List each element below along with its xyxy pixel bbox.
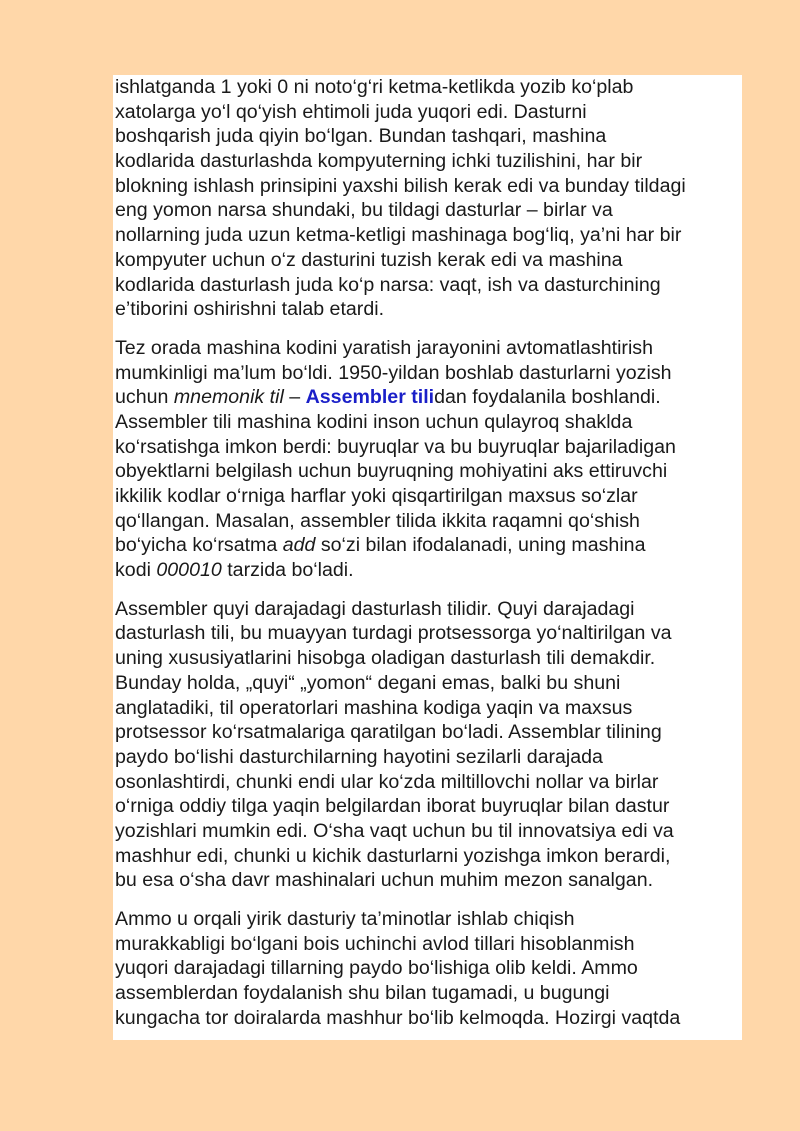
binary-code-term: 000010 xyxy=(156,559,222,582)
paragraph-4 xyxy=(115,907,740,1030)
text-line: boshqarish juda qiyin bo‘lgan. Bundan tashqari, mashina xyxy=(115,125,607,148)
text-line: eng yomon narsa shundaki, bu tildagi dasturlar – birlar va xyxy=(115,199,613,222)
add-term: add xyxy=(282,534,316,557)
text-line: yozishlari mumkin edi. O‘sha vaqt uchun bu til innovatsiya edi va xyxy=(115,819,674,842)
text-line: Assembler tili mashina kodini inson uchun qulayroq shaklda xyxy=(115,410,633,433)
text-line xyxy=(115,385,740,410)
text-line: mumkinligi ma’lum bo‘ldi. 1950-yildan boshlab dasturlarni yozish xyxy=(115,361,672,384)
text-line: dasturlash tili, bu muayyan turdagi protsessorga yo‘naltirilgan va xyxy=(115,622,672,645)
text-line: Assembler quyi darajadagi dasturlash tilidir. Quyi darajadagi xyxy=(115,597,635,620)
text-line: o‘rniga oddiy tilga yaqin belgilardan iborat buyruqlar bilan dastur xyxy=(115,795,670,818)
text-line: e’tiborini oshirishni talab etardi. xyxy=(115,298,385,321)
text-line xyxy=(115,558,740,583)
text-run: kodi xyxy=(115,559,157,582)
paragraph-2 xyxy=(115,336,740,583)
text-line: assemblerdan foydalanish shu bilan tugamadi, u bugungi xyxy=(115,982,610,1005)
text-line xyxy=(115,533,740,558)
text-line: kodlarida dasturlashda kompyuterning ichki tuzilishini, har bir xyxy=(115,150,643,173)
text-line: protsessor ko‘rsatmalariga qaratilgan bo‘ladi. Assemblar tilining xyxy=(115,721,662,744)
document-text-panel xyxy=(113,75,742,1040)
text-run: so‘zi bilan ifodalanadi, uning mashina xyxy=(315,534,646,557)
text-line: Ammo u orqali yirik dasturiy ta’minotlar ishlab chiqish xyxy=(115,908,575,930)
text-run: dan foydalanila boshlandi. xyxy=(434,386,661,409)
text-line: qo‘llangan. Masalan, assembler tilida ikkita raqamni qo‘shish xyxy=(115,509,640,532)
text-run: uchun xyxy=(115,386,174,409)
paragraph-1 xyxy=(115,75,740,322)
text-run: tarzida bo‘ladi. xyxy=(221,559,354,582)
text-run: bo‘yicha ko‘rsatma xyxy=(115,534,283,557)
text-line: uning xususiyatlarini hisobga oladigan dasturlash tili demakdir. xyxy=(115,647,656,670)
text-line: ikkilik kodlar o‘rniga harflar yoki qisqartirilgan maxsus so‘zlar xyxy=(115,485,638,507)
text-line: ko‘rsatishga imkon berdi: buyruqlar va bu buyruqlar bajariladigan xyxy=(115,435,676,458)
assembler-link[interactable]: Assembler tili xyxy=(305,386,435,409)
text-line: osonlashtirdi, chunki endi ular ko‘zda miltillovchi nollar va birlar xyxy=(115,770,659,793)
text-line: paydo bo‘lishi dasturchilarning hayotini sezilarli darajada xyxy=(115,745,603,768)
text-line: ishlatganda 1 yoki 0 ni noto‘g‘ri ketma-ketlikda yozib ko‘plab xyxy=(115,76,634,98)
text-line: anglatadiki, til operatorlari mashina kodiga yaqin va maxsus xyxy=(115,696,633,719)
mnemonic-term: mnemonik til xyxy=(173,386,284,409)
text-line: kungacha tor doiralarda mashhur bo‘lib kelmoqda. Hozirgi vaqtda xyxy=(115,1006,681,1029)
text-line: kodlarida dasturlash juda ko‘p narsa: vaqt, ish va dasturchining xyxy=(115,273,661,296)
text-line: kompyuter uchun o‘z dasturini tuzish kerak edi va mashina xyxy=(115,248,623,271)
paragraph-3 xyxy=(115,597,740,893)
text-line: blokning ishlash prinsipini yaxshi bilish kerak edi va bunday tildagi xyxy=(115,174,686,197)
text-line: nollarning juda uzun ketma-ketligi mashinaga bog‘liq, ya’ni har bir xyxy=(115,224,682,247)
text-line: xatolarga yo‘l qo‘yish ehtimoli juda yuqori edi. Dasturni xyxy=(115,100,587,123)
text-run: – xyxy=(283,386,306,409)
text-line: Bunday holda, „quyi“ „yomon“ degani emas, balki bu shuni xyxy=(115,671,621,694)
text-line: Tez orada mashina kodini yaratish jarayonini avtomatlashtirish xyxy=(115,336,654,359)
text-line: obyektlarni belgilash uchun buyruqning mohiyatini aks ettiruvchi xyxy=(115,460,668,483)
text-line: bu esa o‘sha davr mashinalari uchun muhim mezon sanalgan. xyxy=(115,869,654,892)
text-line: murakkabligi bo‘lgani bois uchinchi avlod tillari hisoblanmish xyxy=(115,932,635,955)
text-line: mashhur edi, chunki u kichik dasturlarni yozishga imkon berardi, xyxy=(115,844,671,867)
text-line: yuqori darajadagi tillarning paydo bo‘lishiga olib keldi. Ammo xyxy=(115,957,638,980)
